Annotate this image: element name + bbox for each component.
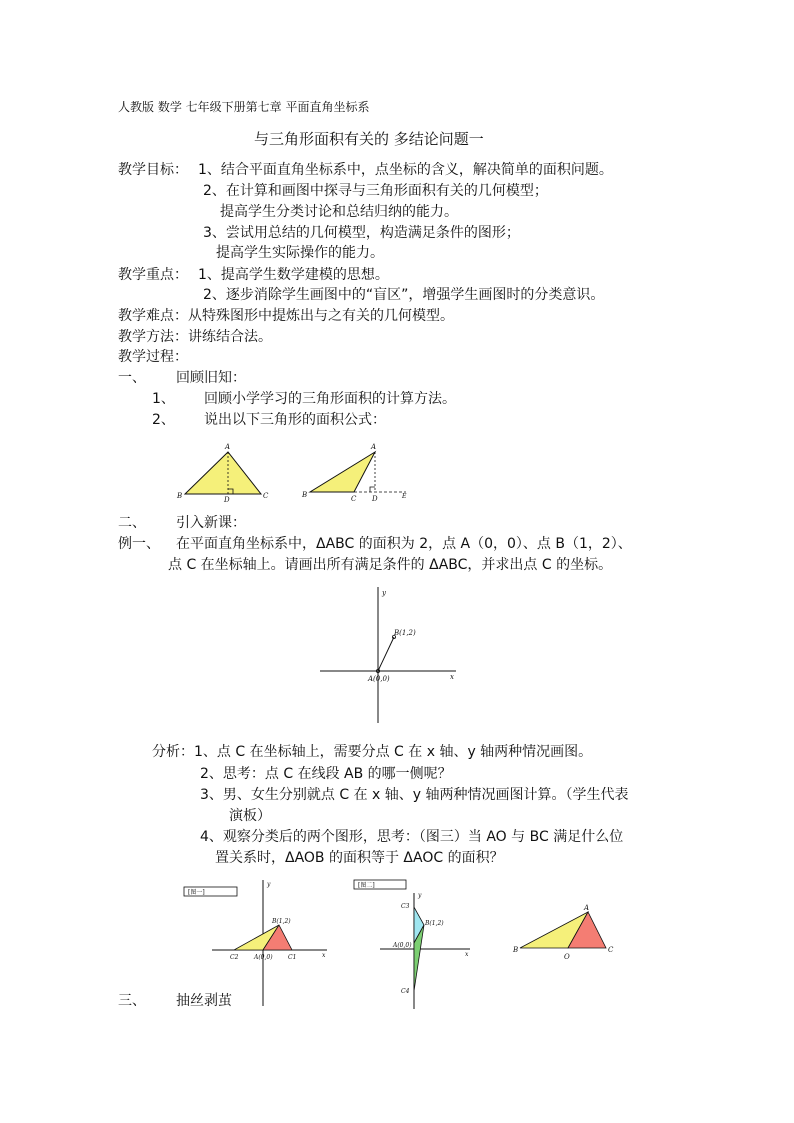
section3-number: 三、: [118, 993, 146, 1009]
fig3-label-a: A: [584, 904, 590, 912]
coordinate-figure: [318, 585, 468, 725]
triangle-figure-2: [298, 438, 418, 508]
example-line-1: 在平面直角坐标系中，ΔABC 的面积为 2，点 A（0，0）、点 B（1，2）、: [176, 536, 632, 552]
analysis-4-continued: 置关系时，ΔAOB 的面积等于 ΔAOC 的面积？: [215, 850, 504, 866]
key-point-2: 2、逐步消除学生画图中的“盲区”，增强学生画图时的分类意识。: [203, 287, 605, 303]
fig1-label-x: x: [322, 952, 326, 959]
section2-number: 二、: [118, 515, 146, 531]
fig3-label-o: O: [564, 953, 570, 961]
process-label: 教学过程：: [118, 349, 188, 365]
analysis-2: 2、思考：点 C 在线段 AB 的哪一侧呢？: [200, 766, 452, 782]
fig2-label-b: B(1,2): [425, 920, 444, 927]
fig1-label-c2: C2: [230, 954, 239, 961]
tri1-label-c: C: [263, 492, 269, 500]
figure-one: [182, 878, 332, 1008]
document-header: 人教版 数学 七年级下册第七章 平面直角坐标系: [118, 100, 370, 114]
analysis-4: 4、观察分类后的两个图形，思考：（图三）当 AO 与 BC 满足什么位: [200, 829, 624, 845]
tri2-label-d: D: [372, 495, 378, 503]
example-line-2: 点 C 在坐标轴上。请画出所有满足条件的 ΔABC，并求出点 C 的坐标。: [168, 557, 613, 573]
goal-2: 2、在计算和画图中探寻与三角形面积有关的几何模型；: [203, 183, 548, 199]
section3-title: 抽丝剥茧: [176, 993, 232, 1009]
section1-title: 回顾旧知：: [176, 370, 246, 386]
example-label: 例一、: [118, 536, 160, 552]
tri1-label-a: A: [225, 443, 231, 451]
analysis-3: 3、男、女生分别就点 C 在 x 轴、y 轴两种情况画图计算。（学生代表: [200, 787, 629, 803]
tri2-label-b: B: [302, 491, 308, 499]
key-points-label: 教学重点：: [118, 267, 188, 283]
page-title: 与三角形面积有关的 多结论问题一: [254, 130, 484, 148]
fig1-label-y: y: [267, 881, 271, 888]
coord-label-y: y: [382, 589, 386, 597]
section1-item1: 回顾小学学习的三角形面积的计算方法。: [204, 391, 456, 407]
analysis-1: 分析：1、点 C 在坐标轴上，需要分点 C 在 x 轴、y 轴两种情况画图。: [152, 744, 593, 760]
coord-label-x: x: [450, 673, 454, 681]
fig2-label-c3: C3: [401, 903, 410, 910]
fig3-label-c: C: [608, 946, 614, 954]
goal-2-continued: 提高学生分类讨论和总结归纳的能力。: [220, 204, 458, 220]
analysis-3-continued: 演板）: [229, 808, 271, 824]
tri2-label-a: A: [371, 443, 377, 451]
section1-item1-number: 1、: [152, 391, 175, 407]
fig1-label-a: A(0,0): [254, 954, 273, 961]
fig2-caption: [图二]: [358, 882, 375, 889]
section1-item2-number: 2、: [152, 412, 175, 428]
section2-title: 引入新课：: [176, 515, 246, 531]
goal-1: 1、结合平面直角坐标系中，点坐标的含义，解决简单的面积问题。: [198, 162, 613, 178]
goal-3-continued: 提高学生实际操作的能力。: [216, 245, 384, 261]
fig2-label-a: A(0,0): [393, 942, 412, 949]
tri1-label-b: B: [177, 492, 183, 500]
tri2-label-c: C: [351, 495, 357, 503]
fig1-label-c1: C1: [288, 954, 297, 961]
difficulty-line: 教学难点：从特殊图形中提炼出与之有关的几何模型。: [118, 308, 454, 324]
triangle-figure-1: [175, 438, 275, 508]
section1-number: 一、: [118, 370, 146, 386]
coord-label-a: A(0,0): [368, 675, 390, 683]
fig3-label-b: B: [513, 946, 519, 954]
fig2-label-y: y: [418, 892, 422, 899]
goal-3: 3、尝试用总结的几何模型，构造满足条件的图形；: [203, 225, 520, 241]
key-point-1: 1、提高学生数学建模的思想。: [198, 267, 389, 283]
goals-label: 教学目标：: [118, 162, 188, 178]
figure-two: [352, 873, 482, 1013]
fig2-label-c4: C4: [401, 988, 410, 995]
tri2-label-e: E: [402, 493, 407, 500]
fig1-label-b: B(1,2): [272, 918, 291, 925]
section1-item2: 说出以下三角形的面积公式：: [204, 412, 386, 428]
tri1-label-d: D: [224, 496, 230, 504]
fig2-label-x: x: [465, 951, 469, 958]
figure-three: [508, 900, 638, 970]
fig1-caption: [图一]: [188, 889, 205, 896]
method-line: 教学方法：讲练结合法。: [118, 329, 272, 345]
coord-label-b: B(1,2): [394, 629, 416, 637]
